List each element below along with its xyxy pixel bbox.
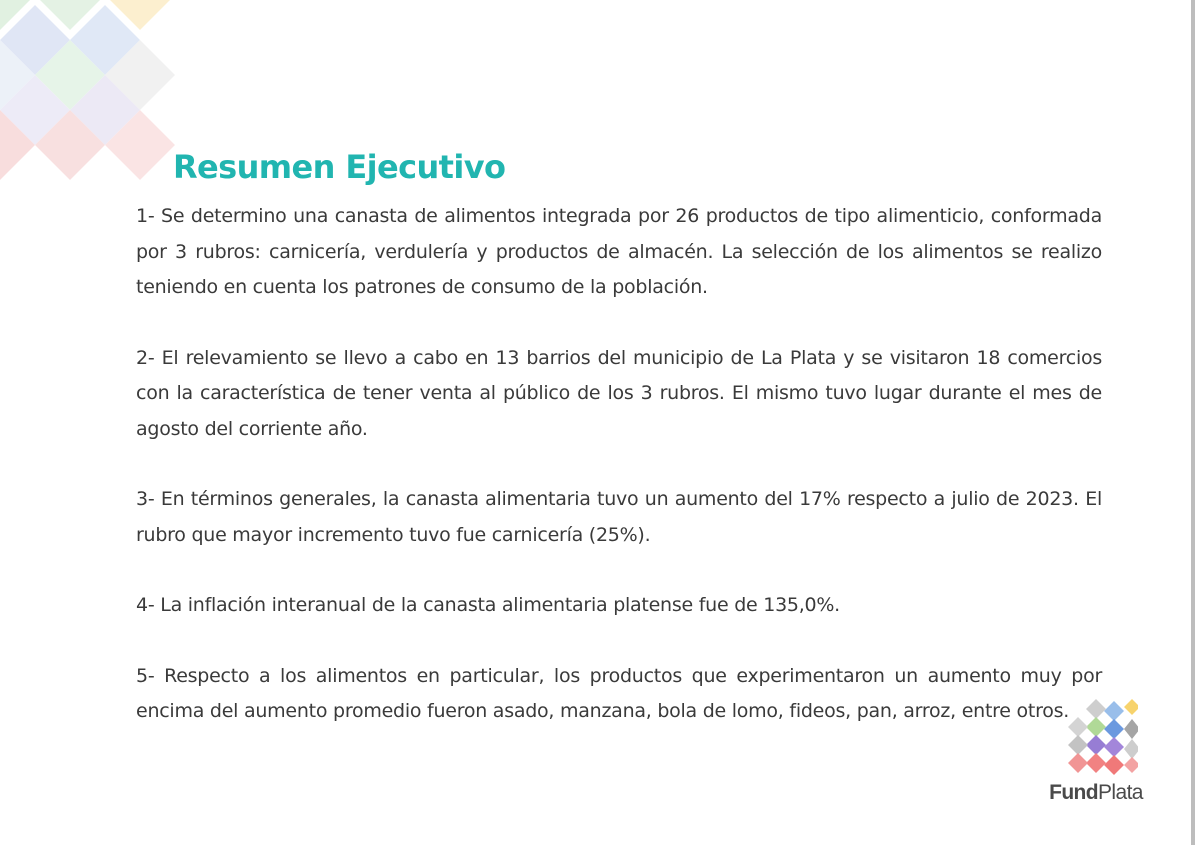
executive-summary-body	[136, 199, 1102, 765]
page-title: Resumen Ejecutivo	[173, 148, 506, 186]
summary-point-2: 2- El relevamiento se llevo a cabo en 13 barrios del municipio de La Plata y se visitaron 18 comercios con la característica de tener venta al público de los 3 rubros. El mismo tuvo lugar durante el mes de agosto del corriente año.	[136, 346, 1102, 440]
page-right-edge	[1191, 0, 1195, 845]
logo-text-plata: Plata	[1098, 781, 1143, 804]
summary-point-5: 5- Respecto a los alimentos en particular, los productos que experimentaron un aumento muy por encima del aumento promedio fueron asado, manzana, bola de lomo, fideos, pan, arroz, entre otros.	[136, 664, 1102, 722]
summary-point-1: 1- Se determino una canasta de alimentos integrada por 26 productos de tipo alimenticio, conformada por 3 rubros: carnicería, verdulería y productos de almacén. La selección de los alimentos se realizo teniendo en cuenta los patrones de consumo de la población.	[136, 205, 1102, 298]
summary-point-3: 3- En términos generales, la canasta alimentaria tuvo un aumento del 17% respecto a julio de 2023. El rubro que mayor incremento tuvo fue carnicería (25%).	[136, 488, 1102, 546]
logo-wordmark	[1040, 781, 1152, 805]
summary-point-4: 4- La inflación interanual de la canasta alimentaria platense fue de 135,0%.	[136, 594, 840, 616]
fundplata-logo	[1040, 697, 1152, 809]
logo-diamond-mark	[1054, 697, 1138, 777]
logo-text-fund: Fund	[1049, 781, 1099, 804]
